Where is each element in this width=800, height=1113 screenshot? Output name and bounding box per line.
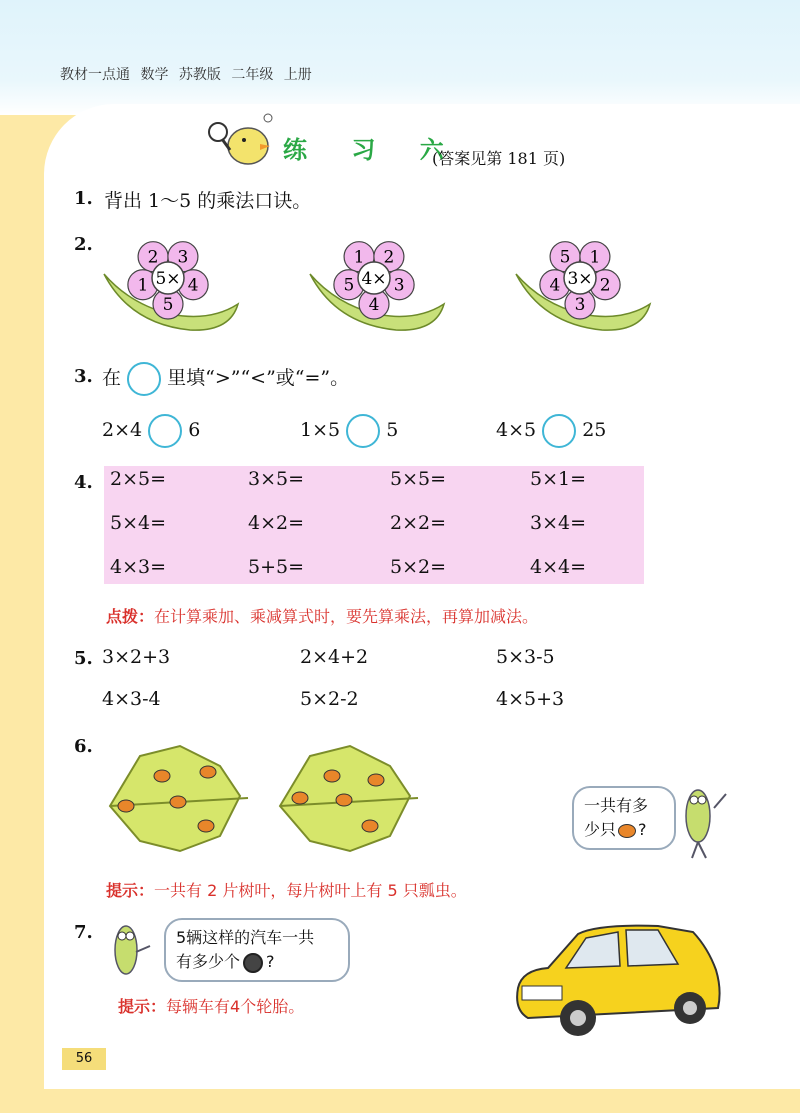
petal-number: 1 [589, 247, 601, 268]
compare-right: 25 [582, 419, 607, 441]
ladybug-icon [362, 820, 378, 832]
compare-blank-1[interactable] [148, 414, 182, 448]
leaves-with-ladybugs-illustration [100, 736, 440, 856]
ladybug-icon [118, 800, 134, 812]
compare-blank-2[interactable] [346, 414, 380, 448]
breadcrumb: 教材一点通 数学 苏教版 二年级 上册 [60, 67, 312, 83]
q1-number: 1. [74, 188, 93, 209]
q7-tip [118, 994, 304, 1017]
q7-number: 7. [74, 922, 93, 943]
ladybug-icon [200, 766, 216, 778]
bean-character-icon [100, 916, 154, 986]
calc-cell: 4×2= [248, 512, 305, 534]
calc-cell: 3×4= [530, 512, 587, 534]
expr: 4×5+3 [496, 688, 565, 710]
petal-number: 3 [393, 275, 405, 296]
tire-icon [243, 953, 263, 973]
bubble-line2 [584, 818, 664, 842]
ladybug-icon [368, 774, 384, 786]
calc-cell: 5×1= [530, 468, 587, 490]
q7-speech-bubble [164, 918, 350, 982]
tip-label: 提示： [106, 881, 155, 900]
ladybug-icon [324, 770, 340, 782]
calc-cell: 3×5= [248, 468, 305, 490]
petal-number: 1 [353, 247, 365, 268]
petal-number: 5 [559, 247, 571, 268]
page-bottom-band [0, 1089, 800, 1113]
calc-cell: 4×4= [530, 556, 587, 578]
flower-center-label: 3× [567, 269, 593, 289]
petal-number: 1 [137, 275, 149, 296]
bubble-text: 有多少个 [176, 952, 241, 971]
petal-number: 3 [177, 247, 189, 268]
tip-label: 提示： [118, 997, 167, 1016]
q6-tip [106, 878, 467, 901]
calc-cell: 5+5= [248, 556, 305, 578]
compare-left: 4×5 [496, 419, 537, 441]
answer-reference: (答案见第 181 页) [432, 149, 566, 168]
expr: 4×3-4 [102, 688, 161, 710]
q3-instruction [102, 362, 349, 396]
q6-speech-bubble [572, 786, 676, 850]
petal-number: 5 [343, 275, 355, 296]
flower-icon [306, 234, 446, 336]
tip-label: 点拨： [106, 607, 155, 626]
calc-cell: 5×2= [390, 556, 447, 578]
q3-sample-circle [127, 362, 161, 396]
petal-number: 5 [162, 295, 174, 315]
flower-icon [512, 234, 652, 336]
q5-number: 5. [74, 648, 93, 669]
compare-right: 6 [188, 419, 201, 441]
calc-cell: 2×2= [390, 512, 447, 534]
tip-text: 在计算乘加、乘减算式时，要先算乘法，再算加减法。 [154, 607, 539, 626]
petal-number: 2 [147, 247, 159, 268]
expr: 5×2-2 [300, 688, 359, 710]
flower-center-label: 5× [155, 269, 181, 289]
calc-cell: 5×5= [390, 468, 447, 490]
compare-item-2 [300, 414, 398, 448]
compare-left: 1×5 [300, 419, 341, 441]
petal-number: 4 [549, 275, 561, 296]
ladybug-icon [198, 820, 214, 832]
calc-cell: 5×4= [110, 512, 167, 534]
petal-number: 2 [383, 247, 395, 268]
yellow-car-illustration [508, 918, 728, 1042]
flower-center-label: 4× [361, 269, 387, 289]
bubble-text: 少只 [584, 820, 617, 839]
tip-text: 每辆车有4个轮胎。 [166, 997, 305, 1016]
bubble-question: ? [638, 820, 647, 839]
bubble-line1: 一共有多 [584, 796, 649, 815]
flower-icon [100, 234, 240, 336]
petal-number: 4 [368, 295, 380, 315]
q3-suffix: 里填“>”“<”或“=”。 [167, 367, 350, 389]
exercise-title: 练 习 六 [283, 136, 462, 164]
ladybug-icon [154, 770, 170, 782]
ladybug-icon [170, 796, 186, 808]
petal-number: 4 [187, 275, 199, 296]
q2-number: 2. [74, 234, 93, 255]
compare-item-1 [102, 414, 200, 448]
q3-prefix: 在 [102, 367, 122, 389]
top-sky-band [0, 0, 800, 115]
bean-character-icon [674, 774, 734, 860]
compare-item-3 [496, 414, 606, 448]
calc-cell: 2×5= [110, 468, 167, 490]
compare-left: 2×4 [102, 419, 143, 441]
ladybug-icon [292, 792, 308, 804]
expr: 3×2+3 [102, 646, 171, 668]
petal-number: 2 [599, 275, 611, 296]
calculation-grid [104, 466, 644, 584]
ladybug-icon [618, 824, 636, 838]
q1-text: 背出 1～5 的乘法口诀。 [104, 190, 312, 212]
q4-tip [106, 604, 538, 627]
ladybug-icon [336, 794, 352, 806]
bubble-line2 [176, 950, 338, 974]
expr: 5×3-5 [496, 646, 555, 668]
bubble-question: ? [266, 952, 275, 971]
q6-number: 6. [74, 736, 93, 757]
chick-mascot-icon [200, 112, 280, 168]
q4-number: 4. [74, 472, 93, 493]
calc-cell: 4×3= [110, 556, 167, 578]
q3-number: 3. [74, 366, 93, 387]
petal-number: 3 [574, 295, 586, 315]
compare-blank-3[interactable] [542, 414, 576, 448]
compare-right: 5 [386, 419, 399, 441]
page-number: 56 [62, 1048, 106, 1070]
expr: 2×4+2 [300, 646, 369, 668]
bubble-line1: 5辆这样的汽车一共 [176, 928, 315, 947]
tip-text: 一共有 2 片树叶，每片树叶上有 5 只瓢虫。 [154, 881, 467, 900]
